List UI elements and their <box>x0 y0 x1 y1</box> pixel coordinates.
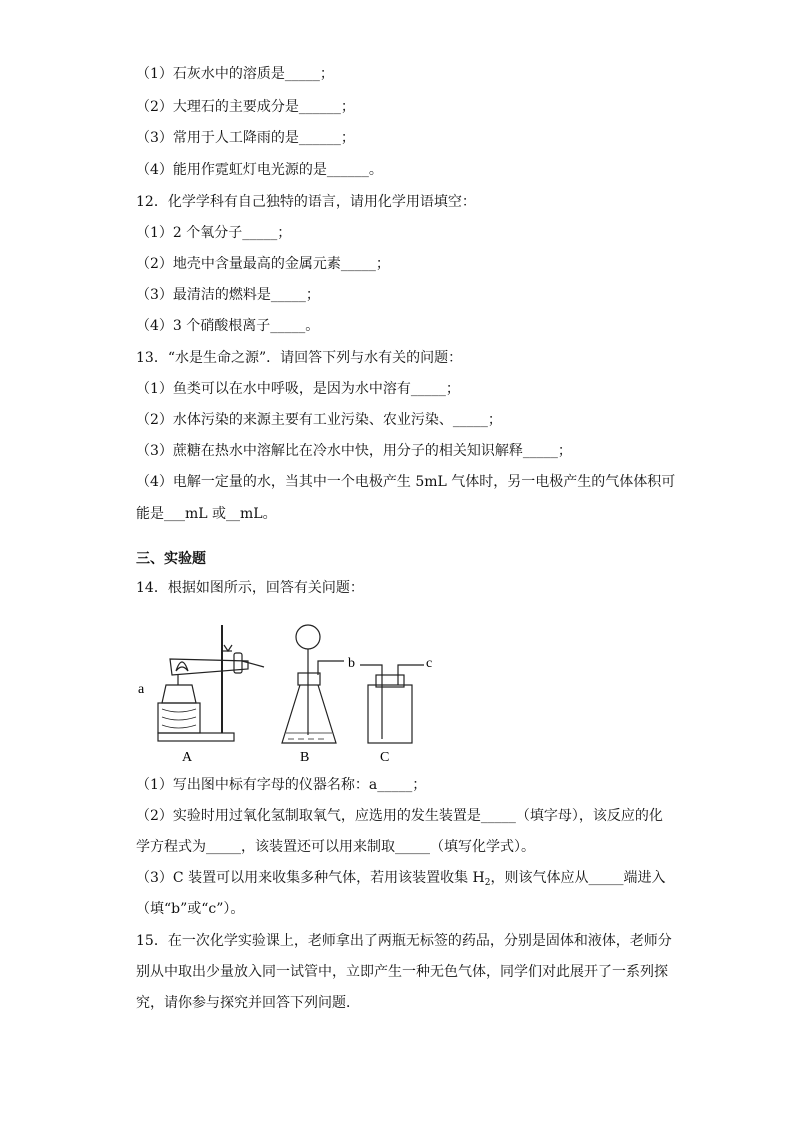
gas-bottle <box>368 685 412 743</box>
label-c: c <box>426 656 433 671</box>
q14-part2-line2: 学方程式为_____，该装置还可以用来制取_____（填写化学式）。 <box>136 839 535 855</box>
label-b: b <box>348 656 355 671</box>
q10-part3: （3）常用于人工降雨的是______； <box>136 130 355 146</box>
q13-stem: 13．“水是生命之源”．请回答下列与水有关的问题： <box>136 350 463 366</box>
q15-line3: 究，请你参与探究并回答下列问题． <box>136 995 360 1011</box>
conical-flask <box>282 685 336 743</box>
long-tube-b <box>360 665 382 739</box>
flame <box>176 662 188 671</box>
wood-grain <box>162 709 196 728</box>
q15-line2: 别从中取出少量放入同一试管中，立即产生一种无色气体，同学们对此展开了一系列探 <box>136 964 668 980</box>
q13-part1: （1）鱼类可以在水中呼吸，是因为水中溶有_____； <box>136 381 460 397</box>
q14-part3-line2: （填“b”或“c”）。 <box>136 901 245 917</box>
q12-part1: （1）2 个氧分子_____； <box>136 225 292 241</box>
q13-part2: （2）水体污染的来源主要有工业污染、农业污染、_____； <box>136 412 502 428</box>
q14-part2-line1: （2）实验时用过氧化氢制取氧气，应选用的发生装置是_____（填字母），该反应的化 <box>136 808 663 824</box>
q12-part2: （2）地壳中含量最高的金属元素_____； <box>136 256 390 272</box>
h2-subscript: 2 <box>484 878 491 888</box>
apparatus-a <box>158 625 264 741</box>
caption-b: B <box>300 750 310 765</box>
section-title: 三、实验题 <box>136 551 206 567</box>
apparatus-c <box>360 665 424 743</box>
clamp-screw <box>224 645 232 651</box>
alcohol-lamp <box>162 685 196 703</box>
q14-part1: （1）写出图中标有字母的仪器名称：a_____； <box>136 777 427 793</box>
q13-part4-line2: 能是___mL 或__mL。 <box>136 506 277 522</box>
q12-part4: （4）3 个硝酸根离子_____。 <box>136 318 320 334</box>
q15-line1: 15．在一次化学实验课上，老师拿出了两瓶无标签的药品，分别是固体和液体，老师分 <box>136 933 672 949</box>
q13-part4-line1: （4）电解一定量的水，当其中一个电极产生 5mL 气体时，另一电极产生的气体体积可 <box>136 474 676 490</box>
label-a: a <box>138 682 145 697</box>
flask-stopper <box>298 673 320 685</box>
q10-part1: （1）石灰水中的溶质是_____； <box>136 66 334 82</box>
apparatus-figure <box>136 615 456 775</box>
delivery-tube <box>242 661 264 667</box>
q10-part2: （2）大理石的主要成分是______； <box>136 99 355 115</box>
q14-part3-text-post: ，则该气体应从_____端进入 <box>490 870 666 886</box>
funnel-bulb <box>296 625 320 649</box>
apparatus-b <box>282 625 344 743</box>
q10-part4: （4）能用作霓虹灯电光源的是______。 <box>136 162 383 178</box>
caption-a: A <box>182 750 193 765</box>
q14-stem: 14．根据如图所示，回答有关问题： <box>136 580 364 596</box>
q14-part3-text-pre: （3）C 装置可以用来收集多种气体，若用该装置收集 H <box>136 870 485 886</box>
stand-base <box>158 733 234 741</box>
caption-c: C <box>380 750 390 765</box>
flask-outlet-tube <box>318 661 344 675</box>
q12-part3: （3）最清洁的燃料是_____； <box>136 287 320 303</box>
q13-part3: （3）蔗糖在热水中溶解比在冷水中快，用分子的相关知识解释_____； <box>136 443 572 459</box>
q14-part3-line1 <box>136 868 665 893</box>
q12-stem: 12．化学学科有自己独特的语言，请用化学用语填空： <box>136 194 476 210</box>
